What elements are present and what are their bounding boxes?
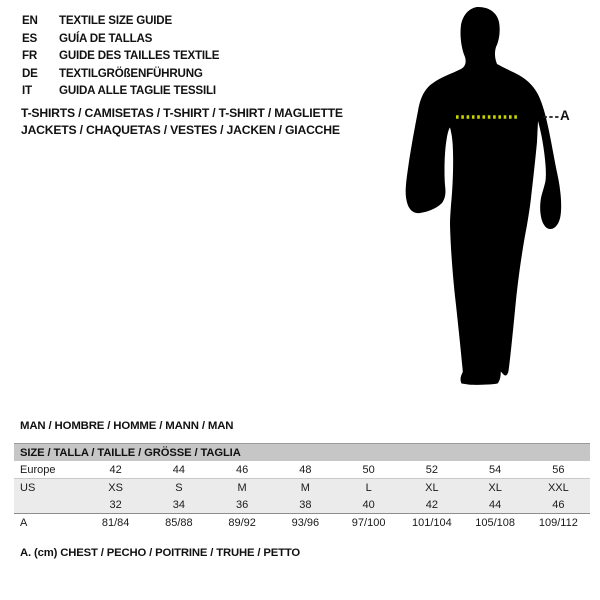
cell: 34: [172, 498, 185, 511]
cell: XXL: [547, 481, 569, 494]
language-code: FR: [22, 49, 38, 63]
table-row-alt-size: [14, 496, 590, 514]
row-label: Europe: [20, 463, 56, 476]
cell: S: [175, 481, 183, 494]
cell: 105/108: [475, 516, 515, 529]
category-jackets: JACKETS / CHAQUETAS / VESTES / JACKEN / GIACCHE: [21, 122, 340, 137]
cell: 42: [425, 498, 438, 511]
cell: 46: [552, 498, 565, 511]
cell: 81/84: [101, 516, 130, 529]
cell: 44: [172, 463, 185, 476]
size-table-header: SIZE / TALLA / TAILLE / GRÖSSE / TAGLIA: [14, 444, 590, 462]
cell: 101/104: [411, 516, 452, 529]
cell: 48: [299, 463, 312, 476]
cell: 44: [489, 498, 502, 511]
cell: M: [300, 481, 310, 494]
cell: 50: [362, 463, 375, 476]
cell: 40: [362, 498, 375, 511]
row-label: A: [20, 516, 28, 529]
cell: XS: [108, 481, 123, 494]
table-row-us: [14, 479, 590, 497]
cell: 36: [236, 498, 249, 511]
language-title: TEXTILE SIZE GUIDE: [59, 14, 172, 28]
language-title: GUÍA DE TALLAS: [59, 31, 153, 45]
language-code: ES: [22, 31, 38, 45]
row-label: [14, 496, 84, 514]
language-code: DE: [22, 66, 38, 80]
size-table-header-row: [14, 444, 590, 462]
cell: 54: [489, 463, 502, 476]
cell: 56: [552, 463, 565, 476]
cell: 32: [109, 498, 122, 511]
cell: 46: [236, 463, 249, 476]
language-title: GUIDE DES TAILLES TEXTILE: [59, 49, 220, 63]
language-title: TEXTILGRÖßENFÜHRUNG: [59, 66, 203, 80]
cell: 97/100: [351, 516, 386, 529]
cell: XL: [425, 481, 439, 494]
category-tshirts: T-SHIRTS / CAMISETAS / T-SHIRT / T-SHIRT / MAGLIETTE: [21, 106, 343, 120]
cell: 38: [299, 498, 312, 511]
measurement-footnote: A. (cm) CHEST / PECHO / POITRINE / TRUHE / PETTO: [20, 547, 301, 559]
cell: 109/112: [538, 516, 578, 529]
cell: 89/92: [228, 516, 256, 529]
table-row-europe: [14, 461, 590, 479]
language-code: IT: [22, 84, 32, 98]
cell: M: [237, 481, 247, 494]
section-title-man: MAN / HOMBRE / HOMME / MANN / MAN: [20, 420, 234, 432]
measurement-marker-a: A: [560, 108, 570, 123]
language-title: GUIDA ALLE TAGLIE TESSILI: [59, 84, 216, 98]
cell: L: [365, 481, 372, 494]
cell: 52: [425, 463, 438, 476]
row-label: US: [20, 481, 36, 494]
cell: 42: [109, 463, 122, 476]
table-row-chest-cm: [14, 514, 590, 532]
language-code: EN: [22, 14, 38, 28]
cell: 85/88: [165, 516, 193, 529]
size-table: [14, 443, 590, 531]
cell: 93/96: [291, 516, 320, 529]
cell: XL: [488, 481, 502, 494]
man-figure-shape: [406, 7, 561, 385]
